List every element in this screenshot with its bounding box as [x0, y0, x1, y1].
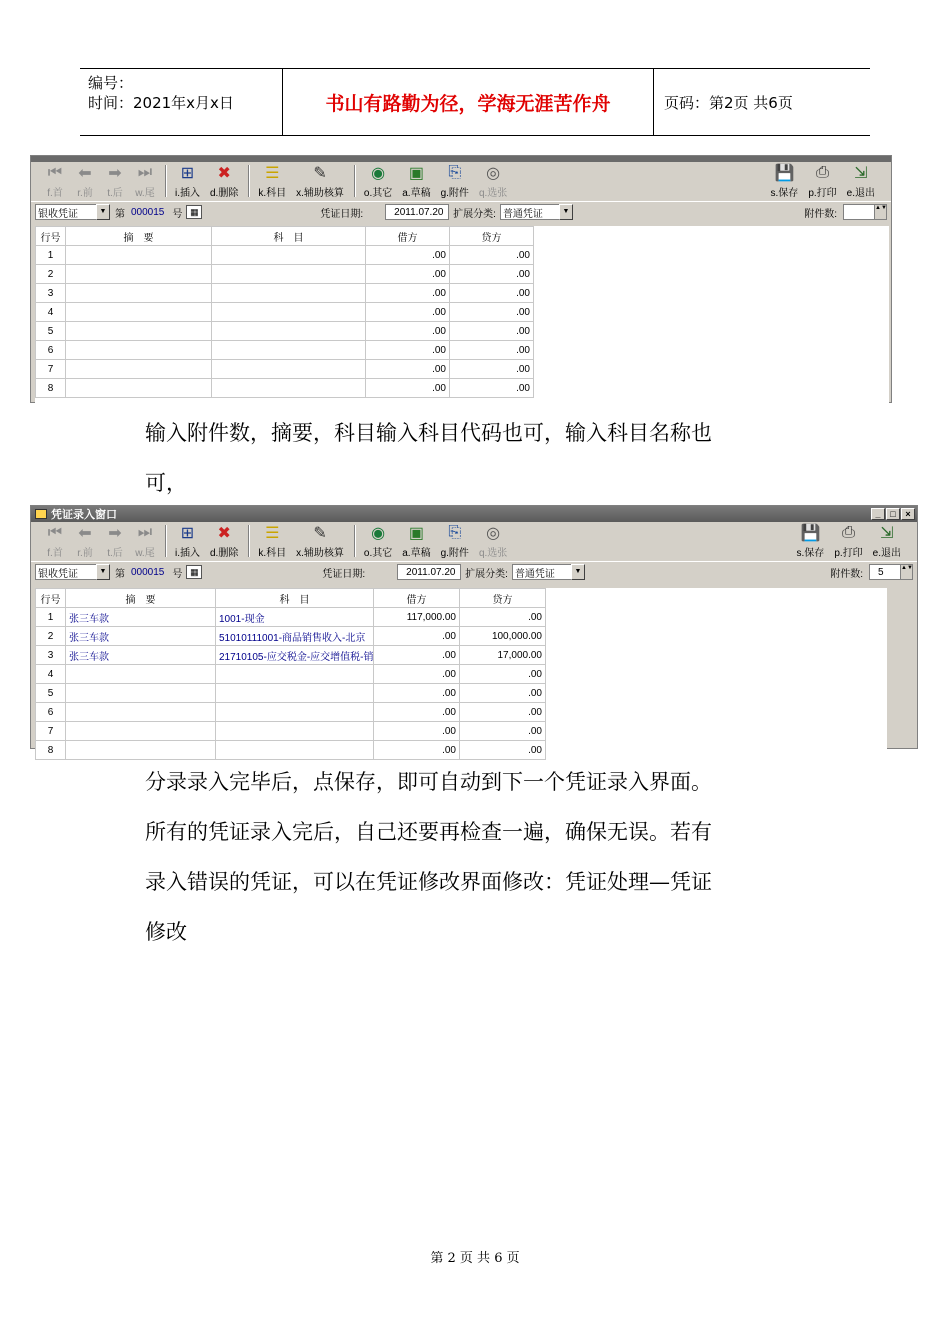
account-cell[interactable] — [212, 360, 366, 379]
calendar-icon[interactable]: ▦ — [186, 565, 202, 579]
toolbar-separator — [354, 525, 356, 557]
exit-icon: ⇲ — [880, 525, 894, 542]
print-button[interactable] — [834, 521, 862, 559]
account-cell[interactable] — [216, 665, 374, 684]
dropdown-arrow-icon[interactable]: ▼ — [571, 564, 585, 580]
debit-cell[interactable]: .00 — [366, 246, 450, 265]
exit-icon: ⇲ — [854, 165, 868, 182]
summary-cell[interactable]: 张三车款 — [66, 646, 216, 665]
debit-cell[interactable]: .00 — [374, 703, 460, 722]
summary-cell[interactable]: 张三车款 — [66, 627, 216, 646]
summary-cell[interactable] — [66, 265, 212, 284]
attach-label: 附件数: — [830, 568, 863, 580]
select-voucher-button[interactable] — [479, 161, 507, 199]
credit-cell[interactable]: .00 — [450, 341, 534, 360]
summary-cell[interactable] — [66, 246, 212, 265]
select-voucher-icon: ◎ — [486, 525, 501, 542]
account-cell[interactable]: 21710105-应交税金-应交增值税-销 — [216, 646, 374, 665]
window-title: 凭证录入窗口 — [51, 509, 117, 521]
debit-cell[interactable]: .00 — [366, 322, 450, 341]
debit-cell[interactable]: .00 — [366, 341, 450, 360]
credit-cell[interactable]: .00 — [450, 246, 534, 265]
header-meta — [80, 69, 282, 135]
summary-cell[interactable]: 张三车款 — [66, 608, 216, 627]
account-icon: ☰ — [265, 525, 280, 542]
column-header: 贷方 — [460, 589, 546, 608]
column-header: 贷方 — [450, 227, 534, 246]
paragraph-line: 输入附件数，摘要，科目输入科目代码也可，输入科目名称也 — [145, 421, 712, 445]
summary-cell[interactable] — [66, 303, 212, 322]
row-number: 4 — [36, 303, 66, 322]
calendar-icon[interactable]: ▦ — [186, 205, 202, 219]
save-button[interactable] — [771, 161, 799, 199]
toolbar-label: k.科目 — [258, 548, 287, 559]
debit-cell[interactable]: .00 — [366, 379, 450, 398]
table-row[interactable] — [36, 684, 546, 703]
row-number: 5 — [36, 322, 66, 341]
attachment-button[interactable] — [441, 521, 469, 559]
voucher-type-select[interactable] — [35, 204, 109, 220]
toolbar-label: s.保存 — [770, 188, 799, 199]
voucher-no-prefix: 第 — [115, 568, 125, 580]
summary-cell[interactable] — [66, 703, 216, 722]
date-field[interactable] — [385, 204, 449, 220]
table-row[interactable] — [36, 341, 534, 360]
next-record-button[interactable] — [105, 161, 125, 199]
toolbar-label: e.退出 — [846, 188, 875, 199]
voucher-form-row — [31, 202, 891, 222]
account-cell[interactable]: 1001-现金 — [216, 608, 374, 627]
spinner-icon[interactable]: ▲▼ — [900, 565, 912, 579]
table-row[interactable] — [36, 665, 546, 684]
last-record-button[interactable] — [135, 161, 155, 199]
debit-cell[interactable]: .00 — [366, 303, 450, 322]
summary-cell[interactable] — [66, 665, 216, 684]
save-icon: 💾 — [774, 165, 795, 182]
voucher-number: 000015 — [131, 206, 165, 218]
draft-button[interactable] — [402, 161, 430, 199]
toolbar-label: o.其它 — [363, 548, 393, 559]
credit-cell[interactable]: 100,000.00 — [460, 627, 546, 646]
category-select[interactable] — [500, 204, 572, 220]
toolbar-label: p.打印 — [834, 548, 863, 559]
print-icon: ⎙ — [816, 164, 829, 181]
delete-icon: ✖ — [217, 165, 231, 182]
date-value: 2011.07.20 — [394, 206, 444, 218]
print-button[interactable] — [808, 161, 836, 199]
previous-record-icon: ⬅ — [78, 165, 92, 182]
table-row[interactable] — [36, 608, 546, 627]
row-number: 1 — [36, 246, 66, 265]
auxiliary-accounting-button[interactable] — [296, 161, 344, 199]
toolbar-label: d.删除 — [210, 188, 239, 199]
toolbar-label: r.前 — [77, 548, 93, 559]
table-row[interactable] — [36, 265, 534, 284]
date-field[interactable] — [397, 564, 461, 580]
dropdown-arrow-icon[interactable]: ▼ — [96, 564, 110, 580]
attachment-count-field[interactable] — [869, 564, 913, 580]
other-icon: ◉ — [371, 525, 386, 542]
category-select[interactable] — [512, 564, 584, 580]
table-row[interactable] — [36, 722, 546, 741]
toolbar-label: w.尾 — [135, 188, 155, 199]
toolbar-right-group — [771, 161, 885, 199]
account-cell[interactable] — [212, 284, 366, 303]
debit-cell[interactable]: .00 — [366, 284, 450, 303]
debit-cell[interactable]: .00 — [374, 627, 460, 646]
debit-cell[interactable]: 117,000.00 — [374, 608, 460, 627]
credit-cell[interactable]: .00 — [460, 741, 546, 760]
account-cell[interactable] — [212, 246, 366, 265]
category-value: 普通凭证 — [502, 208, 543, 220]
page-header — [80, 68, 870, 136]
first-record-button[interactable] — [45, 521, 65, 559]
dropdown-arrow-icon[interactable]: ▼ — [559, 204, 573, 220]
toolbar-label: f.首 — [47, 548, 63, 559]
toolbar-label: i.插入 — [175, 188, 200, 199]
attachment-count-value: 5 — [878, 566, 884, 578]
column-header: 行号 — [36, 589, 66, 608]
paragraph-2 — [145, 757, 712, 957]
paragraph-line: 录入错误的凭证，可以在凭证修改界面修改：凭证处理—凭证 — [145, 870, 712, 894]
summary-cell[interactable] — [66, 341, 212, 360]
toolbar-label: o.其它 — [363, 188, 393, 199]
voucher-no-suffix: 号 — [172, 568, 183, 580]
last-record-icon: ⏭ — [137, 164, 153, 181]
previous-record-button[interactable] — [75, 521, 95, 559]
category-label: 扩展分类: — [453, 208, 496, 220]
credit-cell[interactable]: .00 — [460, 703, 546, 722]
voucher-type-value: 银收凭证 — [38, 568, 78, 580]
row-number: 7 — [36, 722, 66, 741]
draft-icon: ▣ — [408, 525, 424, 542]
previous-record-icon: ⬅ — [78, 525, 92, 542]
previous-record-button[interactable] — [75, 161, 95, 199]
header-motto: 书山有路勤为径，学海无涯苦作舟 — [282, 69, 654, 135]
voucher-type-select[interactable] — [35, 564, 109, 580]
voucher-number: 000015 — [131, 566, 165, 578]
debit-cell[interactable]: .00 — [366, 265, 450, 284]
account-button[interactable] — [258, 161, 286, 199]
time-label: 时间：2021年x月x日 — [88, 94, 234, 112]
debit-cell[interactable]: .00 — [374, 665, 460, 684]
entries-table — [35, 226, 534, 398]
column-header: 科 目 — [212, 227, 366, 246]
delete-icon: ✖ — [217, 525, 231, 542]
toolbar-label: s.保存 — [796, 548, 825, 559]
first-record-icon: ⏮ — [47, 164, 63, 181]
paragraph-line: 可， — [145, 471, 187, 495]
attachment-count-field[interactable] — [843, 204, 887, 220]
account-cell[interactable] — [216, 703, 374, 722]
summary-cell[interactable] — [66, 379, 212, 398]
voucher-window-1 — [30, 155, 892, 403]
debit-cell[interactable]: .00 — [374, 741, 460, 760]
credit-cell[interactable]: .00 — [450, 379, 534, 398]
attachment-icon: ⎘ — [448, 164, 462, 181]
select-voucher-icon: ◎ — [486, 165, 501, 182]
debit-cell[interactable]: .00 — [374, 684, 460, 703]
dropdown-arrow-icon[interactable]: ▼ — [96, 204, 110, 220]
minimize-icon[interactable]: _ — [871, 508, 885, 520]
credit-cell[interactable]: .00 — [460, 608, 546, 627]
table-row[interactable] — [36, 246, 534, 265]
paragraph-line: 修改 — [145, 920, 187, 944]
draft-button[interactable] — [402, 521, 430, 559]
credit-cell[interactable]: .00 — [460, 684, 546, 703]
next-record-button[interactable] — [105, 521, 125, 559]
toolbar-label: t.后 — [107, 548, 123, 559]
account-cell[interactable] — [212, 322, 366, 341]
table-row[interactable] — [36, 703, 546, 722]
row-number: 2 — [36, 265, 66, 284]
row-number: 3 — [36, 284, 66, 303]
next-record-icon: ➡ — [108, 525, 122, 542]
first-record-icon: ⏮ — [47, 524, 63, 541]
toolbar-label: i.插入 — [175, 548, 200, 559]
column-header: 科 目 — [216, 589, 374, 608]
toolbar-separator — [354, 165, 356, 197]
account-icon: ☰ — [265, 165, 280, 182]
date-label: 凭证日期: — [322, 568, 366, 580]
save-button[interactable] — [797, 521, 825, 559]
toolbar-label: x.辅助核算 — [296, 188, 344, 199]
toolbar-label: a.草稿 — [402, 188, 431, 199]
credit-cell[interactable]: .00 — [450, 303, 534, 322]
header-page-label: 页码：第2页 共6页 — [664, 93, 793, 112]
summary-cell[interactable] — [66, 284, 212, 303]
account-button[interactable] — [258, 521, 286, 559]
auxiliary-accounting-icon: ✎ — [313, 525, 327, 542]
paragraph-line: 分录录入完毕后，点保存，即可自动到下一个凭证录入界面。 — [145, 770, 712, 794]
paragraph-line: 所有的凭证录入完后，自己还要再检查一遍，确保无误。若有 — [145, 820, 712, 844]
app-icon — [35, 509, 47, 519]
delete-button[interactable] — [210, 161, 238, 199]
summary-cell[interactable] — [66, 684, 216, 703]
other-button[interactable] — [364, 521, 392, 559]
column-header: 行号 — [36, 227, 66, 246]
account-cell[interactable] — [212, 379, 366, 398]
toolbar-separator — [165, 165, 167, 197]
toolbar-label: k.科目 — [258, 188, 287, 199]
page-footer: 第 2 页 共 6 页 — [430, 1251, 520, 1266]
voucher-window-2 — [30, 505, 918, 756]
voucher-no-suffix: 号 — [172, 208, 183, 220]
credit-cell[interactable]: .00 — [460, 722, 546, 741]
row-number: 4 — [36, 665, 66, 684]
voucher-form-row — [31, 562, 917, 582]
account-cell[interactable] — [212, 341, 366, 360]
toolbar-label: g.附件 — [440, 548, 469, 559]
last-record-button[interactable] — [135, 521, 155, 559]
toolbar — [31, 522, 917, 562]
toolbar-label: q.选张 — [478, 548, 508, 559]
table-header-row — [36, 227, 534, 246]
save-icon: 💾 — [800, 525, 821, 542]
table-row[interactable] — [36, 284, 534, 303]
exit-button[interactable] — [847, 161, 875, 199]
toolbar-label: q.选张 — [478, 188, 508, 199]
toolbar-label: r.前 — [77, 188, 93, 199]
row-number: 3 — [36, 646, 66, 665]
insert-icon: ⊞ — [180, 165, 195, 182]
entries-table — [35, 588, 546, 760]
credit-cell[interactable]: .00 — [450, 322, 534, 341]
insert-button[interactable] — [175, 161, 200, 199]
date-value: 2011.07.20 — [406, 566, 456, 578]
row-number: 2 — [36, 627, 66, 646]
column-header: 摘 要 — [66, 589, 216, 608]
toolbar-label: e.退出 — [872, 548, 901, 559]
first-record-button[interactable] — [45, 161, 65, 199]
toolbar-separator — [248, 165, 250, 197]
paragraph-1 — [145, 408, 712, 508]
debit-cell[interactable]: .00 — [374, 722, 460, 741]
credit-cell[interactable]: 17,000.00 — [460, 646, 546, 665]
print-icon: ⎙ — [842, 524, 855, 541]
row-number: 6 — [36, 341, 66, 360]
credit-cell[interactable]: .00 — [450, 284, 534, 303]
toolbar-label: d.删除 — [210, 548, 239, 559]
debit-cell[interactable]: .00 — [366, 360, 450, 379]
table-header-row — [36, 589, 546, 608]
toolbar — [31, 162, 891, 202]
attachment-icon: ⎘ — [448, 524, 462, 541]
insert-button[interactable] — [175, 521, 200, 559]
auxiliary-accounting-button[interactable] — [296, 521, 344, 559]
draft-icon: ▣ — [408, 165, 424, 182]
toolbar-label: t.后 — [107, 188, 123, 199]
toolbar-separator — [248, 525, 250, 557]
attachment-button[interactable] — [441, 161, 469, 199]
credit-cell[interactable]: .00 — [460, 665, 546, 684]
select-voucher-button[interactable] — [479, 521, 507, 559]
voucher-type-value: 银收凭证 — [38, 208, 78, 220]
toolbar-label: g.附件 — [440, 188, 469, 199]
account-cell[interactable]: 51010111001-商品销售收入-北京 — [216, 627, 374, 646]
maximize-icon[interactable]: □ — [886, 508, 900, 520]
table-row[interactable] — [36, 379, 534, 398]
next-record-icon: ➡ — [108, 165, 122, 182]
account-cell[interactable] — [216, 722, 374, 741]
toolbar-label: x.辅助核算 — [296, 548, 344, 559]
table-row[interactable] — [36, 627, 546, 646]
other-icon: ◉ — [371, 165, 386, 182]
voucher-no-prefix: 第 — [115, 208, 125, 220]
row-number: 1 — [36, 608, 66, 627]
summary-cell[interactable] — [66, 360, 212, 379]
close-icon[interactable]: × — [901, 508, 915, 520]
summary-cell[interactable] — [66, 322, 212, 341]
account-cell[interactable] — [216, 684, 374, 703]
insert-icon: ⊞ — [180, 525, 195, 542]
table-row[interactable] — [36, 360, 534, 379]
other-button[interactable] — [364, 161, 392, 199]
column-header: 借方 — [366, 227, 450, 246]
row-number: 7 — [36, 360, 66, 379]
credit-cell[interactable]: .00 — [450, 360, 534, 379]
row-number: 8 — [36, 741, 66, 760]
summary-cell[interactable] — [66, 722, 216, 741]
credit-cell[interactable]: .00 — [450, 265, 534, 284]
column-header: 摘 要 — [66, 227, 212, 246]
date-label: 凭证日期: — [320, 208, 364, 220]
account-cell[interactable] — [212, 265, 366, 284]
category-value: 普通凭证 — [514, 568, 555, 580]
toolbar-right-group — [797, 521, 911, 559]
delete-button[interactable] — [210, 521, 238, 559]
spinner-icon[interactable]: ▲▼ — [874, 205, 886, 219]
attach-label: 附件数: — [804, 208, 837, 220]
auxiliary-accounting-icon: ✎ — [313, 165, 327, 182]
toolbar-separator — [165, 525, 167, 557]
exit-button[interactable] — [873, 521, 901, 559]
table-row[interactable] — [36, 646, 546, 665]
category-label: 扩展分类: — [465, 568, 508, 580]
toolbar-label: a.草稿 — [402, 548, 431, 559]
title-bar — [31, 506, 917, 522]
column-header: 借方 — [374, 589, 460, 608]
last-record-icon: ⏭ — [137, 524, 153, 541]
account-cell[interactable] — [212, 303, 366, 322]
table-row[interactable] — [36, 303, 534, 322]
row-number: 5 — [36, 684, 66, 703]
toolbar-label: p.打印 — [808, 188, 837, 199]
toolbar-label: w.尾 — [135, 548, 155, 559]
number-label: 编号： — [88, 74, 134, 92]
row-number: 6 — [36, 703, 66, 722]
toolbar-label: f.首 — [47, 188, 63, 199]
debit-cell[interactable]: .00 — [374, 646, 460, 665]
table-row[interactable] — [36, 322, 534, 341]
row-number: 8 — [36, 379, 66, 398]
